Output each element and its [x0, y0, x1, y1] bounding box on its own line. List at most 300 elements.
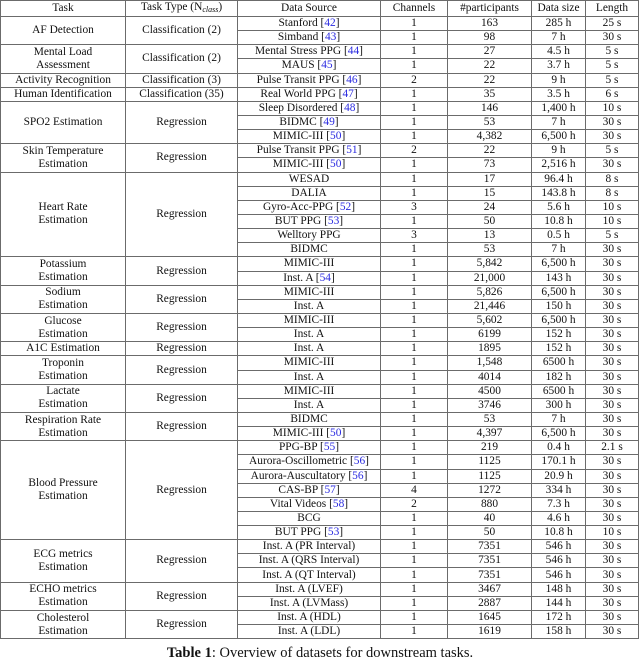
citation-link[interactable]: 53 — [327, 215, 340, 228]
data-size-cell: 152 h — [532, 342, 586, 356]
participants-cell: 27 — [448, 45, 532, 59]
participants-cell: 5,842 — [448, 257, 532, 271]
participants-cell: 7351 — [448, 540, 532, 554]
citation-link[interactable]: 50 — [330, 158, 342, 171]
data-size-cell: 7.3 h — [532, 497, 586, 511]
length-cell: 10 s — [586, 526, 639, 540]
task-cell — [1, 257, 126, 285]
participants-cell: 219 — [448, 441, 532, 455]
data-source-name: Inst. A (LDL) — [277, 625, 341, 638]
data-size-cell: 4.6 h — [532, 511, 586, 525]
data-source-name: Inst. A (QRS Interval) — [258, 554, 360, 567]
data-source-name: Inst. A (HDL) — [277, 610, 341, 623]
length-cell: 5 s — [586, 45, 639, 59]
data-size-cell: 6,500 h — [532, 285, 586, 299]
task-type-cell: Regression — [126, 172, 238, 257]
data-size-cell: 143 h — [532, 271, 586, 285]
data-size-cell: 172 h — [532, 610, 586, 624]
data-source-cell: Inst. A [54] — [238, 271, 381, 285]
task-type-cell: Regression — [126, 313, 238, 341]
data-source-name: BCG — [297, 511, 321, 524]
data-size-cell: 10.8 h — [532, 214, 586, 228]
task-label: A1C Estimation — [26, 342, 100, 355]
data-source-name: Inst. A — [293, 398, 325, 411]
data-source-cell — [238, 625, 381, 639]
data-size-cell: 150 h — [532, 299, 586, 313]
length-cell: 5 s — [586, 59, 639, 73]
task-label: Estimation — [38, 560, 88, 573]
table-row — [1, 412, 639, 426]
channels-cell: 1 — [381, 158, 448, 172]
length-cell: 30 s — [586, 313, 639, 327]
task-label: Estimation — [38, 490, 88, 503]
data-size-cell: 546 h — [532, 554, 586, 568]
data-size-cell: 6500 h — [532, 384, 586, 398]
citation-link[interactable]: 56 — [352, 469, 364, 482]
table-caption — [0, 645, 640, 662]
data-source-cell — [238, 313, 381, 327]
channels-cell: 1 — [381, 384, 448, 398]
participants-cell: 22 — [448, 73, 532, 87]
data-size-cell: 546 h — [532, 540, 586, 554]
table-row — [1, 257, 639, 271]
data-size-cell: 2,516 h — [532, 158, 586, 172]
citation-link[interactable]: 44 — [347, 45, 360, 58]
channels-cell: 1 — [381, 130, 448, 144]
data-size-cell: 96.4 h — [532, 172, 586, 186]
data-source-cell: MIMIC-III [50] — [238, 158, 381, 172]
task-type-cell: Classification (3) — [126, 73, 238, 87]
data-source-cell: MIMIC-III [50] — [238, 130, 381, 144]
channels-cell: 1 — [381, 271, 448, 285]
data-source-name: MIMIC-III — [283, 257, 335, 270]
data-source-cell — [238, 172, 381, 186]
data-source-cell: CAS-BP [57] — [238, 483, 381, 497]
data-source-cell — [238, 186, 381, 200]
length-cell: 10 s — [586, 101, 639, 115]
data-size-cell: 6,500 h — [532, 130, 586, 144]
task-cell — [1, 441, 126, 540]
task-type-cell: Regression — [126, 144, 238, 172]
citation-link[interactable]: 45 — [321, 59, 333, 72]
task-cell — [1, 313, 126, 341]
task-type-cell: Classification (35) — [126, 87, 238, 101]
task-cell — [1, 582, 126, 610]
participants-cell: 50 — [448, 214, 532, 228]
participants-cell: 13 — [448, 229, 532, 243]
data-source-name: Mental Stress PPG — [255, 45, 342, 58]
task-label: ECHO metrics — [29, 583, 97, 596]
header-participants: #participants — [448, 1, 532, 17]
task-label: Estimation — [38, 370, 88, 383]
data-source-cell: BUT PPG [53] — [238, 526, 381, 540]
data-source-cell: Sleep Disordered [48] — [238, 101, 381, 115]
data-source-name: MAUS — [281, 59, 315, 72]
channels-cell: 1 — [381, 172, 448, 186]
data-size-cell: 7 h — [532, 243, 586, 257]
data-size-cell: 1,400 h — [532, 101, 586, 115]
length-cell: 30 s — [586, 582, 639, 596]
data-source-cell: Vital Videos [58] — [238, 497, 381, 511]
task-type-cell: Classification (2) — [126, 45, 238, 73]
length-cell: 30 s — [586, 299, 639, 313]
header-task-type: Task Type $(N_{class})$ — [126, 1, 238, 17]
data-source-cell — [238, 568, 381, 582]
data-source-cell: PPG-BP [55] — [238, 441, 381, 455]
citation-link[interactable]: 52 — [339, 200, 352, 213]
data-source-cell — [238, 596, 381, 610]
table-row — [1, 582, 639, 596]
channels-cell: 1 — [381, 398, 448, 412]
channels-cell: 1 — [381, 427, 448, 441]
data-source-cell: BIDMC [49] — [238, 115, 381, 129]
data-size-cell: 20.9 h — [532, 469, 586, 483]
participants-cell: 1272 — [448, 483, 532, 497]
channels-cell: 1 — [381, 87, 448, 101]
data-source-name: Inst. A (PR Interval) — [262, 540, 356, 553]
header-task: Task — [1, 1, 126, 17]
participants-cell: 22 — [448, 59, 532, 73]
citation-link[interactable]: 55 — [323, 441, 336, 454]
participants-cell: 163 — [448, 17, 532, 31]
length-cell: 5 s — [586, 229, 639, 243]
length-cell: 30 s — [586, 158, 639, 172]
channels-cell: 1 — [381, 31, 448, 45]
data-source-name: BUT PPG — [274, 215, 322, 228]
channels-cell: 2 — [381, 144, 448, 158]
table-row — [1, 172, 639, 186]
channels-cell: 1 — [381, 582, 448, 596]
task-label: Estimation — [38, 157, 88, 170]
task-label: Estimation — [38, 398, 88, 411]
data-source-cell: Simband [43] — [238, 31, 381, 45]
data-size-cell: 144 h — [532, 596, 586, 610]
length-cell: 30 s — [586, 356, 639, 370]
citation-link[interactable]: 42 — [324, 17, 336, 30]
task-label: Estimation — [38, 214, 88, 227]
task-cell — [1, 540, 126, 582]
data-source-cell — [238, 370, 381, 384]
length-cell: 8 s — [586, 186, 639, 200]
table-row — [1, 384, 639, 398]
task-label: Lactate — [46, 385, 80, 398]
data-source-name: Inst. A (LVMass) — [269, 596, 349, 609]
data-source-name: MIMIC-III — [283, 314, 335, 327]
data-source-name: Pulse Transit PPG — [256, 144, 340, 157]
participants-cell: 4014 — [448, 370, 532, 384]
participants-cell: 35 — [448, 87, 532, 101]
citation-link[interactable]: 49 — [323, 116, 335, 129]
channels-cell: 1 — [381, 59, 448, 73]
citation-link[interactable]: 56 — [353, 455, 366, 468]
table-row — [1, 73, 639, 87]
participants-cell: 4500 — [448, 384, 532, 398]
data-source-name: Simband — [277, 31, 319, 44]
channels-cell: 1 — [381, 356, 448, 370]
task-cell — [1, 17, 126, 45]
data-source-cell — [238, 342, 381, 356]
channels-cell: 1 — [381, 186, 448, 200]
table-row — [1, 87, 639, 101]
data-source-name: Inst. A — [293, 342, 325, 355]
data-source-name: BIDMC — [279, 116, 317, 129]
data-source-cell — [238, 229, 381, 243]
data-source-cell — [238, 582, 381, 596]
task-cell — [1, 73, 126, 87]
data-size-cell: 152 h — [532, 328, 586, 342]
task-label: Estimation — [38, 271, 88, 284]
data-source-name: Inst. A — [293, 328, 325, 341]
participants-cell: 2887 — [448, 596, 532, 610]
data-source-cell — [238, 610, 381, 624]
task-label: Mental Load — [33, 45, 93, 58]
data-source-name: Welltory PPG — [277, 229, 341, 242]
participants-cell: 3467 — [448, 582, 532, 596]
channels-cell: 3 — [381, 229, 448, 243]
participants-cell: 1895 — [448, 342, 532, 356]
task-type-cell: Regression — [126, 540, 238, 582]
participants-cell: 7351 — [448, 568, 532, 582]
participants-cell: 4,382 — [448, 130, 532, 144]
data-size-cell: 158 h — [532, 625, 586, 639]
citation-link[interactable]: 47 — [342, 87, 354, 100]
header-length: Length — [586, 1, 639, 17]
channels-cell: 3 — [381, 200, 448, 214]
data-size-cell: 3.5 h — [532, 87, 586, 101]
data-source-cell — [238, 412, 381, 426]
data-source-cell — [238, 299, 381, 313]
length-cell: 30 s — [586, 497, 639, 511]
length-cell: 10 s — [586, 200, 639, 214]
data-source-cell — [238, 384, 381, 398]
task-label: Potassium — [39, 258, 87, 271]
participants-cell: 6199 — [448, 328, 532, 342]
length-cell: 30 s — [586, 483, 639, 497]
data-source-cell: Mental Stress PPG [44] — [238, 45, 381, 59]
table-row — [1, 441, 639, 455]
table-row — [1, 285, 639, 299]
length-cell: 5 s — [586, 144, 639, 158]
data-size-cell: 300 h — [532, 398, 586, 412]
data-source-name: Inst. A — [293, 299, 325, 312]
participants-cell: 98 — [448, 31, 532, 45]
data-size-cell: 0.4 h — [532, 441, 586, 455]
channels-cell: 1 — [381, 469, 448, 483]
data-source-cell — [238, 540, 381, 554]
participants-cell: 21,000 — [448, 271, 532, 285]
citation-link[interactable]: 48 — [344, 101, 356, 114]
data-size-cell: 148 h — [532, 582, 586, 596]
channels-cell: 1 — [381, 610, 448, 624]
task-type-cell: Regression — [126, 101, 238, 143]
length-cell: 30 s — [586, 384, 639, 398]
data-size-cell: 9 h — [532, 73, 586, 87]
channels-cell: 1 — [381, 328, 448, 342]
data-source-cell: Pulse Transit PPG [51] — [238, 144, 381, 158]
task-label: Sodium — [45, 286, 81, 299]
task-type-cell: Regression — [126, 412, 238, 440]
length-cell: 30 s — [586, 511, 639, 525]
length-cell: 30 s — [586, 257, 639, 271]
data-size-cell: 182 h — [532, 370, 586, 384]
task-label: Heart Rate — [38, 201, 88, 214]
data-source-name: BIDMC — [290, 243, 328, 256]
length-cell: 30 s — [586, 455, 639, 469]
data-size-cell: 6,500 h — [532, 427, 586, 441]
channels-cell: 2 — [381, 73, 448, 87]
task-label: Assessment — [36, 58, 90, 71]
data-source-cell: MIMIC-III [50] — [238, 427, 381, 441]
participants-cell: 7351 — [448, 554, 532, 568]
task-cell — [1, 356, 126, 384]
citation-link[interactable]: 57 — [324, 483, 336, 496]
participants-cell: 146 — [448, 101, 532, 115]
length-cell: 5 s — [586, 73, 639, 87]
task-label: SPO2 Estimation — [23, 116, 103, 129]
length-cell: 8 s — [586, 172, 639, 186]
length-cell: 30 s — [586, 243, 639, 257]
task-cell — [1, 101, 126, 143]
participants-cell: 3746 — [448, 398, 532, 412]
table-row — [1, 540, 639, 554]
task-label: Skin Temperature — [22, 144, 104, 157]
citation-link[interactable]: 51 — [346, 144, 358, 157]
caption-label: Table 1 — [166, 645, 212, 661]
table-row — [1, 610, 639, 624]
channels-cell: 1 — [381, 596, 448, 610]
participants-cell: 1125 — [448, 455, 532, 469]
length-cell: 30 s — [586, 427, 639, 441]
data-source-cell — [238, 328, 381, 342]
data-source-cell: BUT PPG [53] — [238, 214, 381, 228]
data-size-cell: 5.6 h — [532, 200, 586, 214]
data-source-name: MIMIC-III — [283, 356, 335, 369]
table-row — [1, 17, 639, 31]
channels-cell: 1 — [381, 17, 448, 31]
header-data-size: Data size — [532, 1, 586, 17]
length-cell: 25 s — [586, 17, 639, 31]
channels-cell: 1 — [381, 214, 448, 228]
participants-cell: 5,826 — [448, 285, 532, 299]
citation-link[interactable]: 50 — [330, 427, 342, 440]
citation-link[interactable]: 53 — [327, 526, 340, 539]
citation-link[interactable]: 58 — [332, 497, 345, 510]
task-label: Estimation — [38, 624, 88, 637]
task-type-cell: Regression — [126, 384, 238, 412]
data-source-name: PPG-BP — [278, 441, 318, 454]
data-size-cell: 3.7 h — [532, 59, 586, 73]
channels-cell: 1 — [381, 455, 448, 469]
data-source-name: Real World PPG — [260, 87, 336, 100]
data-source-cell: MAUS [45] — [238, 59, 381, 73]
channels-cell: 1 — [381, 554, 448, 568]
participants-cell: 53 — [448, 243, 532, 257]
data-source-name: MIMIC-III — [283, 285, 335, 298]
data-source-name: Sleep Disordered — [258, 101, 338, 114]
data-size-cell: 143.8 h — [532, 186, 586, 200]
participants-cell: 40 — [448, 511, 532, 525]
data-source-cell: Stanford [42] — [238, 17, 381, 31]
data-source-name: MIMIC-III — [272, 158, 324, 171]
task-label: Blood Pressure — [28, 477, 98, 490]
participants-cell: 880 — [448, 497, 532, 511]
data-size-cell: 4.5 h — [532, 45, 586, 59]
channels-cell: 1 — [381, 299, 448, 313]
task-cell — [1, 384, 126, 412]
participants-cell: 17 — [448, 172, 532, 186]
length-cell: 30 s — [586, 31, 639, 45]
task-label: Glucose — [44, 314, 82, 327]
channels-cell: 1 — [381, 625, 448, 639]
length-cell: 30 s — [586, 271, 639, 285]
channels-cell: 1 — [381, 115, 448, 129]
data-size-cell: 170.1 h — [532, 455, 586, 469]
data-source-cell — [238, 398, 381, 412]
length-cell: 30 s — [586, 412, 639, 426]
length-cell: 30 s — [586, 540, 639, 554]
task-cell — [1, 172, 126, 257]
task-cell — [1, 45, 126, 73]
table-row — [1, 101, 639, 115]
length-cell: 30 s — [586, 610, 639, 624]
table-row — [1, 313, 639, 327]
task-type-cell: Regression — [126, 342, 238, 356]
length-cell: 2.1 s — [586, 441, 639, 455]
participants-cell: 15 — [448, 186, 532, 200]
task-cell — [1, 342, 126, 356]
citation-link[interactable]: 50 — [330, 130, 342, 143]
participants-cell: 73 — [448, 158, 532, 172]
length-cell: 30 s — [586, 342, 639, 356]
citation-link[interactable]: 46 — [346, 73, 358, 86]
participants-cell: 4,397 — [448, 427, 532, 441]
data-source-cell — [238, 511, 381, 525]
citation-link[interactable]: 43 — [324, 31, 337, 44]
table-row — [1, 45, 639, 59]
length-cell: 30 s — [586, 130, 639, 144]
task-type-cell: Classification (2) — [126, 17, 238, 45]
length-cell: 30 s — [586, 398, 639, 412]
header-channels: Channels — [381, 1, 448, 17]
task-label: Estimation — [38, 426, 88, 439]
data-source-name: Gyro-Acc-PPG — [262, 200, 334, 213]
data-size-cell: 6500 h — [532, 356, 586, 370]
channels-cell: 1 — [381, 243, 448, 257]
data-source-name: Aurora-Oscillometric — [249, 455, 348, 468]
data-source-cell — [238, 257, 381, 271]
table-body — [1, 17, 639, 639]
task-cell — [1, 610, 126, 638]
data-source-name: Inst. A — [283, 271, 313, 284]
participants-cell: 53 — [448, 115, 532, 129]
channels-cell: 1 — [381, 568, 448, 582]
length-cell: 10 s — [586, 214, 639, 228]
participants-cell: 21,446 — [448, 299, 532, 313]
participants-cell: 53 — [448, 412, 532, 426]
channels-cell: 2 — [381, 497, 448, 511]
length-cell: 30 s — [586, 469, 639, 483]
data-source-cell — [238, 243, 381, 257]
data-source-name: Inst. A (LVEF) — [275, 582, 343, 595]
participants-cell: 5,602 — [448, 313, 532, 327]
length-cell: 30 s — [586, 625, 639, 639]
channels-cell: 1 — [381, 101, 448, 115]
task-type-cell: Regression — [126, 257, 238, 285]
citation-link[interactable]: 54 — [319, 271, 331, 284]
header-data-source: Data Source — [238, 1, 381, 17]
data-source-name: CAS-BP — [278, 483, 318, 496]
participants-cell: 1645 — [448, 610, 532, 624]
